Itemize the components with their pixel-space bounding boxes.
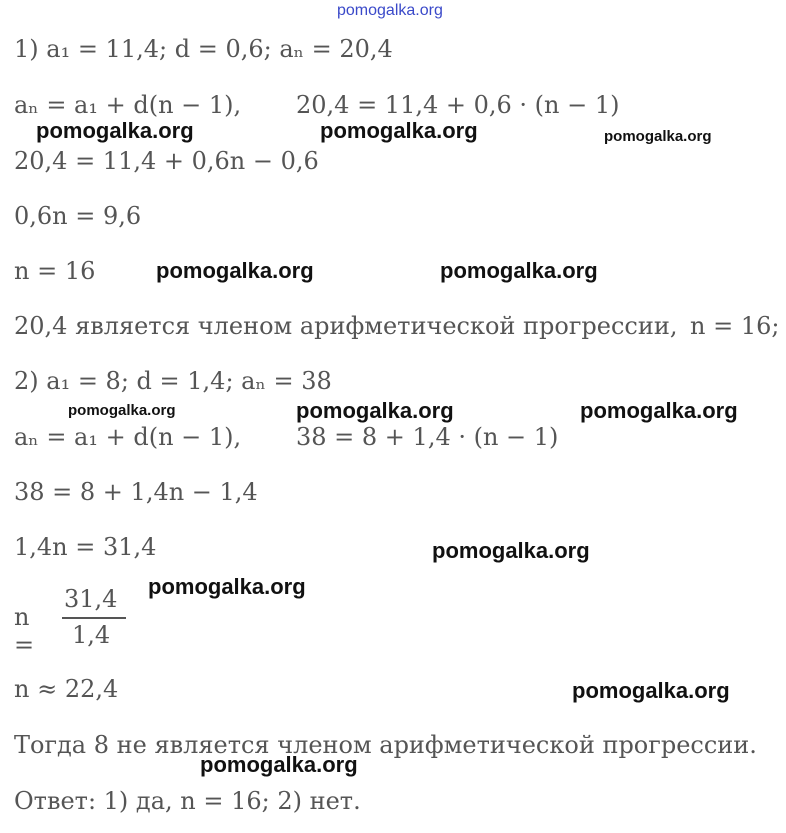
line-14-answer: Ответ: 1) да, n = 16; 2) нет. bbox=[14, 787, 361, 815]
line-13: Тогда 8 не является членом арифметической прогрессии. bbox=[14, 731, 757, 759]
watermark: pomogalka.org bbox=[580, 398, 738, 423]
fraction-numerator: 31,4 bbox=[64, 585, 118, 613]
watermark: pomogalka.org bbox=[604, 128, 712, 145]
watermark: pomogalka.org bbox=[320, 118, 478, 143]
watermark: pomogalka.org bbox=[36, 118, 194, 143]
line-6-text: 20,4 является членом арифметической прогрессии, bbox=[14, 312, 678, 340]
fraction-bar bbox=[62, 617, 126, 619]
watermark: pomogalka.org bbox=[572, 678, 730, 703]
watermark: pomogalka.org bbox=[440, 258, 598, 283]
watermark: pomogalka.org bbox=[296, 398, 454, 423]
line-5: n = 16 bbox=[14, 257, 96, 285]
line-4: 0,6n = 9,6 bbox=[14, 202, 142, 230]
fraction-denominator: 1,4 bbox=[72, 621, 111, 649]
watermark: pomogalka.org bbox=[200, 752, 358, 777]
line-12: n ≈ 22,4 bbox=[14, 675, 119, 703]
line-9: 38 = 8 + 1,4n − 1,4 bbox=[14, 478, 258, 506]
line-2-formula: aₙ = a₁ + d(n − 1), bbox=[14, 91, 242, 119]
line-8-substitution: 38 = 8 + 1,4 · (n − 1) bbox=[296, 423, 559, 451]
line-7: 2) a₁ = 8; d = 1,4; aₙ = 38 bbox=[14, 367, 332, 395]
watermark: pomogalka.org bbox=[156, 258, 314, 283]
line-6-value: n = 16; bbox=[690, 312, 780, 340]
fraction-lhs: n = bbox=[14, 603, 35, 659]
watermark: pomogalka.org bbox=[432, 538, 590, 563]
watermark-top[interactable]: pomogalka.org bbox=[337, 2, 443, 19]
watermark: pomogalka.org bbox=[148, 574, 306, 599]
line-8-formula: aₙ = a₁ + d(n − 1), bbox=[14, 423, 242, 451]
line-3: 20,4 = 11,4 + 0,6n − 0,6 bbox=[14, 147, 319, 175]
watermark: pomogalka.org bbox=[68, 402, 176, 419]
line-10: 1,4n = 31,4 bbox=[14, 533, 157, 561]
line-2-substitution: 20,4 = 11,4 + 0,6 · (n − 1) bbox=[296, 91, 620, 119]
line-1: 1) a₁ = 11,4; d = 0,6; aₙ = 20,4 bbox=[14, 35, 393, 63]
